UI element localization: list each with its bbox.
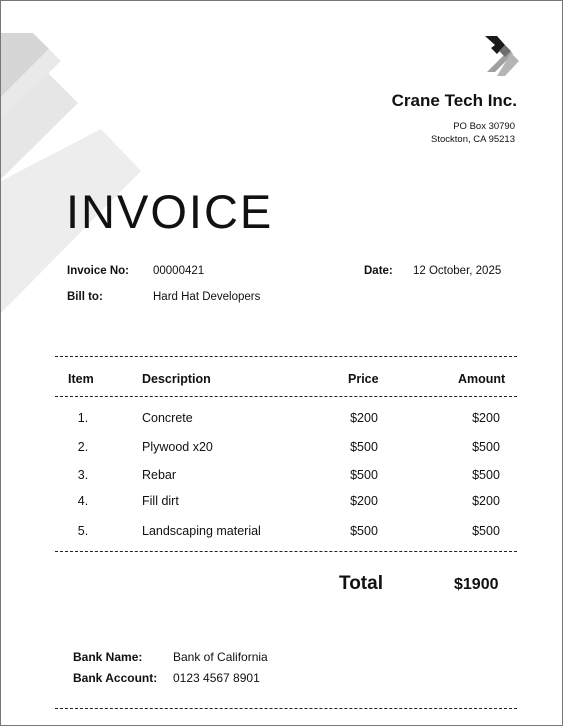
table-row-5-price: $500 xyxy=(350,524,378,538)
column-header-amount: Amount xyxy=(458,372,506,386)
table-row-3-price: $500 xyxy=(350,468,378,482)
bank-name-label: Bank Name: xyxy=(73,650,143,664)
table-row-4-price: $200 xyxy=(350,494,378,508)
bank-account-label: Bank Account: xyxy=(73,671,158,685)
table-row-2-amount: $500 xyxy=(472,440,500,454)
total-value: $1900 xyxy=(454,576,499,593)
table-bottom-divider xyxy=(55,551,517,552)
table-row-4-item: 4. xyxy=(77,494,89,508)
table-header-divider xyxy=(55,396,517,397)
footer-divider xyxy=(55,708,517,709)
company-logo-chevron-icon xyxy=(485,36,521,78)
table-row-5-amount: $500 xyxy=(472,524,500,538)
table-row-3-amount: $500 xyxy=(472,468,500,482)
bill-to-value: Hard Hat Developers xyxy=(153,291,261,303)
total-label: Total xyxy=(339,573,383,594)
table-row-2-description: Plywood x20 xyxy=(142,440,213,454)
table-row-1-item: 1. xyxy=(77,411,89,425)
company-name: Crane Tech Inc. xyxy=(391,91,517,110)
invoice-number: 00000421 xyxy=(153,265,205,277)
invoice-title: INVOICE xyxy=(66,185,274,238)
company-address-line2: Stockton, CA 95213 xyxy=(431,134,515,145)
invoice-date: 12 October, 2025 xyxy=(413,265,502,277)
table-row-4-amount: $200 xyxy=(472,494,500,508)
table-row-1-amount: $200 xyxy=(472,411,500,425)
table-row-2-price: $500 xyxy=(350,440,378,454)
bank-name-value: Bank of California xyxy=(173,650,268,664)
table-row-5-description: Landscaping material xyxy=(142,524,261,538)
column-header-price: Price xyxy=(348,372,379,386)
table-row-5-item: 5. xyxy=(77,524,89,538)
invoice-number-label: Invoice No: xyxy=(67,265,129,277)
column-header-item: Item xyxy=(68,372,94,386)
invoice-date-label: Date: xyxy=(364,265,393,277)
table-row-3-description: Rebar xyxy=(142,468,177,482)
table-row-1-description: Concrete xyxy=(142,411,193,425)
table-row-4-description: Fill dirt xyxy=(142,494,179,508)
table-top-divider xyxy=(55,356,517,357)
table-row-1-price: $200 xyxy=(350,411,378,425)
table-row-2-item: 2. xyxy=(77,440,89,454)
bank-account-value: 0123 4567 8901 xyxy=(173,671,260,685)
table-row-3-item: 3. xyxy=(77,468,89,482)
column-header-description: Description xyxy=(142,372,211,386)
company-address-line1: PO Box 30790 xyxy=(453,121,515,132)
bill-to-label: Bill to: xyxy=(67,291,103,303)
